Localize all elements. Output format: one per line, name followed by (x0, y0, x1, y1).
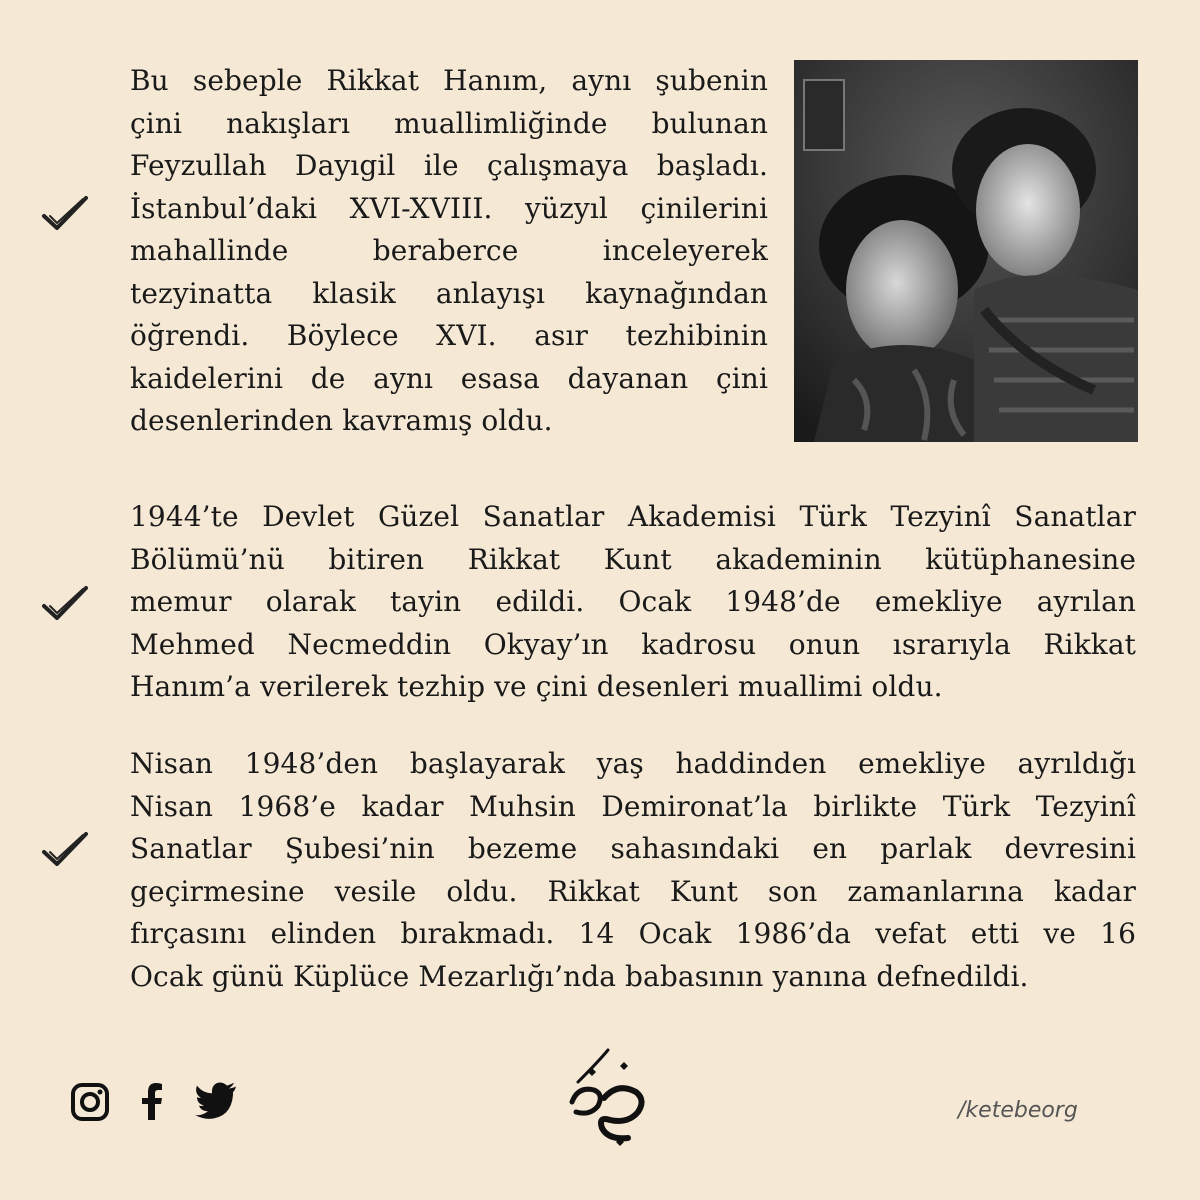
text-line: fırçasını elinden bırakmadı. 14 Ocak 1986’da vefat etti ve 16 (130, 917, 1136, 950)
paragraph-2 (130, 496, 1136, 709)
text-line: desenlerinden kavramış oldu. (130, 404, 553, 437)
text-line: öğrendi. Böylece XVI. asır tezhibinin (130, 319, 768, 352)
text-line: Sanatlar Şubesi’nin bezeme sahasındaki en parlak devresini (130, 832, 1136, 865)
text-line: tezyinatta klasik anlayışı kaynağından (130, 276, 768, 310)
photo-illustration (794, 60, 1138, 442)
checkmark-icon (40, 828, 92, 872)
text-line: İstanbul’daki XVI-XVIII. yüzyıl çinilerini (130, 191, 768, 225)
paragraph-3 (130, 743, 1136, 998)
instagram-icon[interactable] (68, 1080, 112, 1124)
text-line: Nisan 1948’den başlayarak yaş haddinden emekliye ayrıldığı (130, 747, 1136, 780)
text-line: 1944’te Devlet Güzel Sanatlar Akademisi Türk Tezyinî Sanatlar (130, 500, 1136, 533)
paragraph-1 (130, 60, 768, 443)
text-line: kaidelerini de aynı esasa dayanan çini (130, 361, 768, 395)
text-line: Bu sebeple Rikkat Hanım, aynı şubenin (130, 64, 768, 97)
text-line: Hanım’a verilerek tezhip ve çini desenleri muallimi oldu. (130, 670, 943, 703)
text-line: Ocak günü Küplüce Mezarlığı’nda babasının yanına defnedildi. (130, 959, 1029, 993)
checkmark-icon (40, 582, 92, 626)
ketebe-logo (558, 1042, 654, 1146)
portrait-photo (794, 60, 1138, 442)
text-line: Bölümü’nü bitiren Rikkat Kunt akademinin kütüphanesine (130, 542, 1136, 576)
facebook-icon[interactable] (130, 1080, 174, 1124)
text-line: memur olarak tayin edildi. Ocak 1948’de emekliye ayrılan (130, 585, 1136, 618)
text-line: mahallinde beraberce inceleyerek (130, 234, 768, 267)
twitter-icon[interactable] (194, 1080, 238, 1124)
checkmark-icon (40, 192, 92, 236)
text-line: Nisan 1968’e kadar Muhsin Demironat’la birlikte Türk Tezyinî (130, 789, 1136, 823)
text-line: Mehmed Necmeddin Okyay’ın kadrosu onun ısrarıyla Rikkat (130, 627, 1136, 661)
text-line: Feyzullah Dayıgil ile çalışmaya başladı. (130, 149, 768, 182)
text-line: çini nakışları muallimliğinde bulunan (130, 106, 768, 140)
social-handle[interactable]: /ketebeorg (958, 1098, 1078, 1123)
text-line: geçirmesine vesile oldu. Rikkat Kunt son zamanlarına kadar (130, 874, 1136, 908)
